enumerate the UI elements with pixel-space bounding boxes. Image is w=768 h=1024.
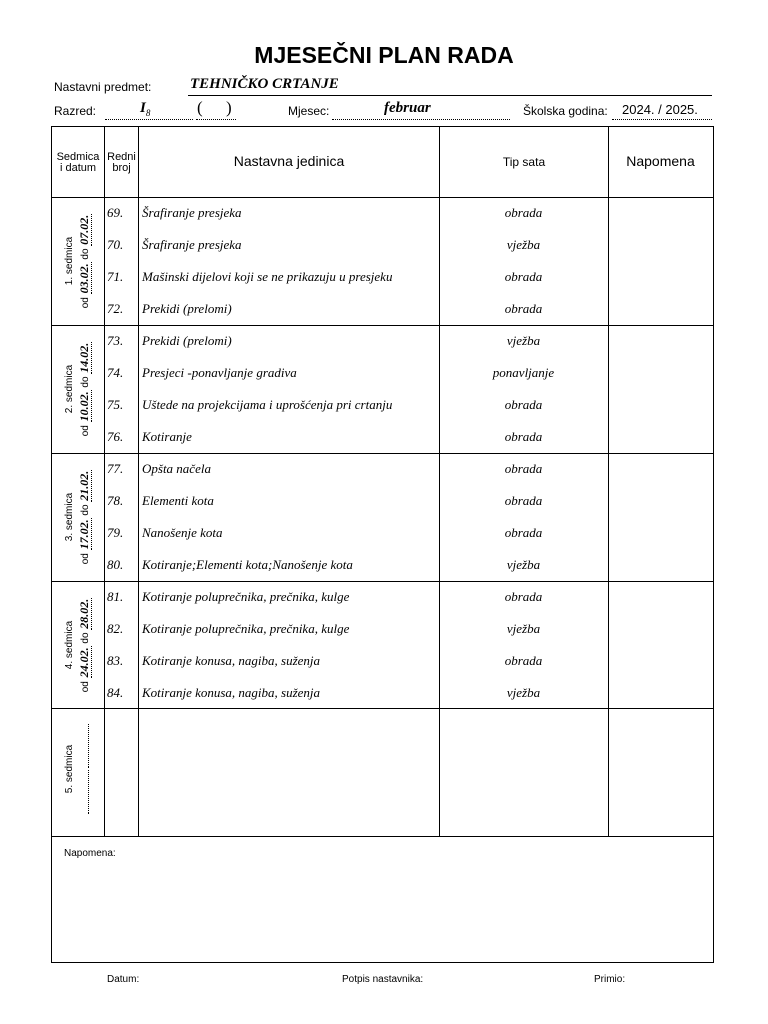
week-from-date: 10.02. <box>77 391 91 422</box>
row-topic: Elementi kota <box>142 493 214 508</box>
week-to-date <box>76 724 89 768</box>
page-title: MJESEČNI PLAN RADA <box>254 42 514 68</box>
week-to-word: do <box>80 248 91 260</box>
week-to-word: do <box>80 504 91 516</box>
week-name: 3. sedmica <box>64 492 75 542</box>
week-dates <box>76 453 94 581</box>
row-lesson-type: obrada <box>504 429 543 444</box>
row-lesson-type: obrada <box>504 397 543 412</box>
class-section-line <box>196 119 236 120</box>
week-to-date: 21.02. <box>77 470 91 501</box>
row-number: 77. <box>107 461 124 476</box>
week-from-date <box>76 770 89 814</box>
row-number: 83. <box>107 653 124 668</box>
week-label-1 <box>64 197 92 325</box>
week-dates <box>76 705 95 833</box>
row-topic: Kotiranje poluprečnika, prečnika, kulge <box>142 589 350 604</box>
week-to-date: 28.02. <box>77 598 91 629</box>
week-label-4 <box>64 581 92 709</box>
class-value-line <box>105 119 193 120</box>
row-number: 72. <box>107 301 124 316</box>
row-number: 70. <box>107 237 124 252</box>
col-divider-4 <box>608 126 609 836</box>
row-number: 81. <box>107 589 124 604</box>
row-lesson-type: obrada <box>504 301 543 316</box>
row-number: 75. <box>107 397 124 412</box>
week-label-5 <box>64 705 92 833</box>
col-divider-3 <box>439 126 440 836</box>
row-lesson-type: obrada <box>504 493 543 508</box>
row-number: 69. <box>107 205 124 220</box>
subject-label: Nastavni predmet: <box>54 80 152 94</box>
row-topic: Opšta načela <box>142 461 211 476</box>
week-to-date: 07.02. <box>77 214 91 245</box>
week-divider-5 <box>51 836 713 837</box>
month-label: Mjesec: <box>288 104 330 118</box>
col-divider-1 <box>104 126 105 836</box>
month-value: februar <box>384 100 431 116</box>
row-lesson-type: vježba <box>506 685 541 700</box>
row-topic: Prekidi (prelomi) <box>142 333 232 348</box>
week-from-word: od <box>80 297 91 309</box>
week-divider-4 <box>51 708 713 709</box>
row-lesson-type: vježba <box>506 333 541 348</box>
row-lesson-type: obrada <box>504 205 543 220</box>
row-number: 74. <box>107 365 124 380</box>
school-year-value: 2024. / 2025. <box>622 102 698 117</box>
row-lesson-type: obrada <box>504 653 543 668</box>
week-name: 1. sedmica <box>64 236 75 286</box>
row-topic: Šrafiranje presjeka <box>142 237 242 252</box>
week-to-date: 14.02. <box>77 342 91 373</box>
row-lesson-type: ponavljanje <box>492 365 555 380</box>
header-number: Redni broj <box>107 151 136 174</box>
row-topic: Kotiranje <box>142 429 192 444</box>
week-from-date: 24.02. <box>77 647 91 678</box>
week-label-2 <box>64 325 92 453</box>
class-paren-close: ) <box>226 98 232 117</box>
row-lesson-type: vježba <box>506 557 541 572</box>
row-topic: Kotiranje konusa, nagiba, suženja <box>142 653 321 668</box>
header-week: Sedmica i datum <box>56 151 100 174</box>
row-number: 80. <box>107 557 124 572</box>
row-topic: Prekidi (prelomi) <box>142 301 232 316</box>
week-from-word: od <box>80 553 91 565</box>
row-topic: Kotiranje poluprečnika, prečnika, kulge <box>142 621 350 636</box>
week-label-3 <box>64 453 92 581</box>
row-lesson-type: obrada <box>504 461 543 476</box>
row-topic: Kotiranje;Elementi kota;Nanošenje kota <box>142 557 353 572</box>
header-unit: Nastavna jedinica <box>233 153 345 169</box>
row-lesson-type: obrada <box>504 525 543 540</box>
week-to-word: do <box>80 376 91 388</box>
week-name: 2. sedmica <box>64 364 75 414</box>
row-number: 84. <box>107 685 124 700</box>
week-from-word: od <box>80 425 91 437</box>
col-divider-2 <box>138 126 139 836</box>
row-lesson-type: obrada <box>504 269 543 284</box>
row-number: 73. <box>107 333 124 348</box>
week-dates <box>76 581 94 709</box>
row-topic: Šrafiranje presjeka <box>142 205 242 220</box>
school-year-line <box>612 119 712 120</box>
subject-value: TEHNIČKO CRTANJE <box>190 76 339 92</box>
signature-label: Potpis nastavnika: <box>342 974 424 985</box>
row-topic: Mašinski dijelovi koji se ne prikazuju u presjeku <box>142 269 393 284</box>
row-number: 71. <box>107 269 124 284</box>
school-year-label: Školska godina: <box>523 104 608 118</box>
header-type: Tip sata <box>502 155 546 169</box>
row-topic: Uštede na projekcijama i uprošćenja pri crtanju <box>142 397 393 412</box>
row-topic: Kotiranje konusa, nagiba, suženja <box>142 685 321 700</box>
row-number: 76. <box>107 429 124 444</box>
header-divider <box>51 197 713 198</box>
week-divider-1 <box>51 325 713 326</box>
row-number: 78. <box>107 493 124 508</box>
week-divider-3 <box>51 581 713 582</box>
week-divider-2 <box>51 453 713 454</box>
row-lesson-type: obrada <box>504 589 543 604</box>
row-number: 79. <box>107 525 124 540</box>
week-dates <box>76 197 94 325</box>
class-paren-open: ( <box>197 98 203 117</box>
week-from-date: 03.02. <box>77 263 91 294</box>
month-value-line <box>332 119 510 120</box>
week-from-date: 17.02. <box>77 519 91 550</box>
row-topic: Nanošenje kota <box>142 525 223 540</box>
class-label: Razred: <box>54 104 97 118</box>
row-number: 82. <box>107 621 124 636</box>
notes-label: Napomena: <box>64 848 116 859</box>
week-from-word: od <box>80 681 91 693</box>
week-to-word: do <box>80 632 91 644</box>
received-label: Primio: <box>594 974 626 985</box>
row-lesson-type: vježba <box>506 237 541 252</box>
row-topic: Presjeci -ponavljanje gradiva <box>142 365 297 380</box>
subject-underline <box>188 95 712 96</box>
week-dates <box>76 325 94 453</box>
class-value: $I_8$ <box>140 100 151 118</box>
header-note: Napomena <box>626 153 695 169</box>
date-label: Datum: <box>107 974 140 985</box>
week-name: 5. sedmica <box>64 744 75 794</box>
week-name: 4. sedmica <box>64 620 75 670</box>
row-lesson-type: vježba <box>506 621 541 636</box>
